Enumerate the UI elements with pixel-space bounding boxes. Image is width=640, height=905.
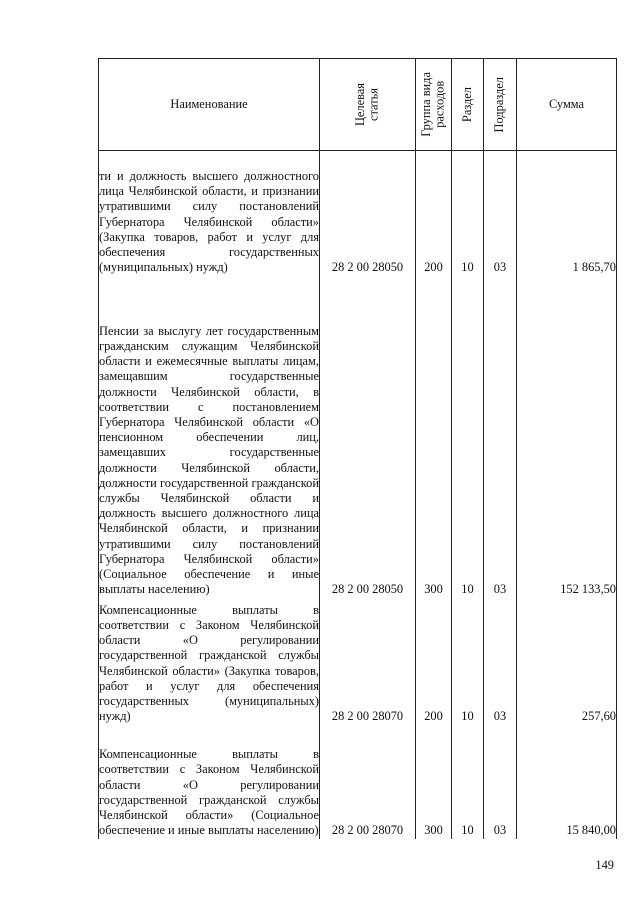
- budget-table: [98, 58, 617, 839]
- header-target-article: Целевая статья: [320, 59, 416, 151]
- page-number: 149: [595, 858, 614, 872]
- row-target: 28 2 00 28070: [320, 725, 416, 839]
- row-section: 10: [452, 598, 484, 725]
- row-sum: 152 133,50: [517, 276, 617, 598]
- row-sum: 257,60: [517, 598, 617, 725]
- table-row: [99, 598, 617, 725]
- header-expense-group: Группа вида расходов: [416, 59, 452, 151]
- header-section: Раздел: [452, 59, 484, 151]
- row-name: Компенсационные выплаты в соответствии с Законом Челябинской области «О регулировании государственной гражданской службы Челябинской области» (Социальное обеспечение и иные выплаты населению): [99, 725, 320, 839]
- row-name: ти и должность высшего должностного лица Челябинской области, и признании утратившими силу постановлений Губернатора Челябинской области» (Закупка товаров, работ и услуг для обеспечения государственных (муниципальных) нужд): [99, 151, 320, 276]
- row-subsection: 03: [484, 151, 517, 276]
- row-name: Компенсационные выплаты в соответствии с Законом Челябинской области «О регулировании государственной гражданской службы Челябинской области» (Закупка товаров, работ и услуг для обеспечения государственных (муниципальных) нужд): [99, 598, 320, 725]
- row-group: 200: [416, 151, 452, 276]
- row-target: 28 2 00 28070: [320, 598, 416, 725]
- header-subsection: Подраздел: [484, 59, 517, 151]
- table-row: [99, 725, 617, 839]
- row-subsection: 03: [484, 276, 517, 598]
- row-target: 28 2 00 28050: [320, 276, 416, 598]
- row-section: 10: [452, 725, 484, 839]
- row-group: 300: [416, 725, 452, 839]
- row-subsection: 03: [484, 725, 517, 839]
- row-section: 10: [452, 276, 484, 598]
- table-header-row: [99, 59, 617, 151]
- row-section: 10: [452, 151, 484, 276]
- row-group: 200: [416, 598, 452, 725]
- header-name: Наименование: [99, 59, 320, 151]
- row-name: Пенсии за выслугу лет государственным гражданским служащим Челябинской области и ежемесячные выплаты лицам, замещавшим государственные должности Челябинской области, в соответствии с постановлением Губернатора Челябинской области «О пенсионном обеспечении лиц, замещавших государственные должности Челябинской области, должности государственной гражданской службы Челябинской области и должность высшего должностного лица Челябинской области, и признании утратившими силу постановлений Губернатора Челябинской области» (Социальное обеспечение и иные выплаты населению): [99, 276, 320, 598]
- table-row: [99, 151, 617, 276]
- header-sum: Сумма: [517, 59, 617, 151]
- row-target: 28 2 00 28050: [320, 151, 416, 276]
- row-group: 300: [416, 276, 452, 598]
- row-sum: 1 865,70: [517, 151, 617, 276]
- table-row: [99, 276, 617, 598]
- row-subsection: 03: [484, 598, 517, 725]
- row-sum: 15 840,00: [517, 725, 617, 839]
